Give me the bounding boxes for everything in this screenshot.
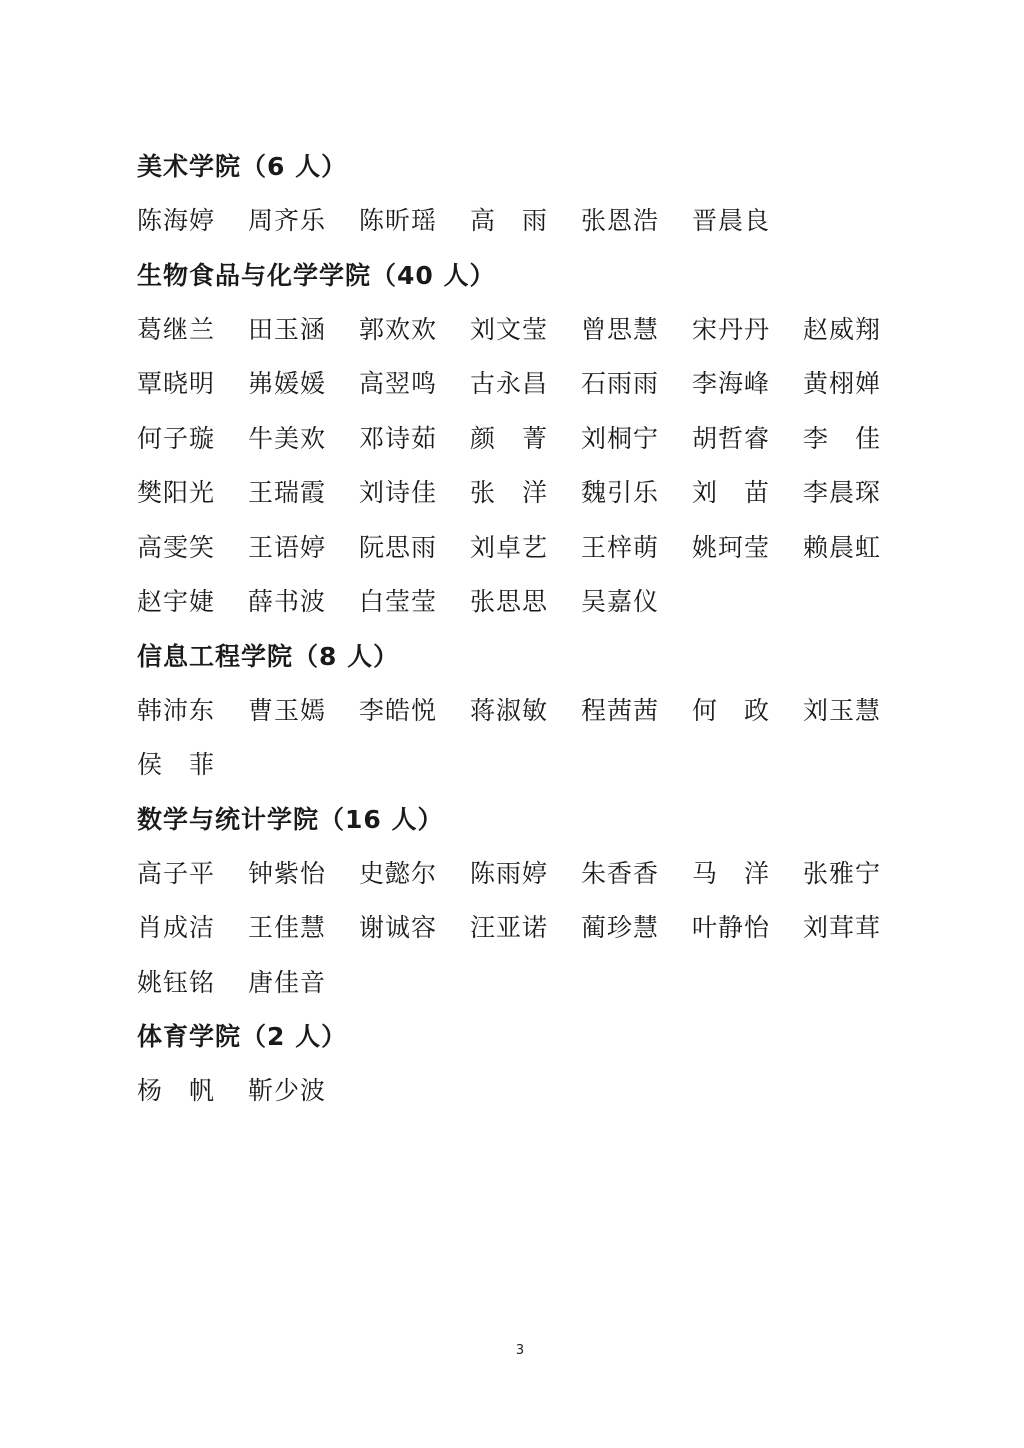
section-math-statistics xyxy=(137,793,937,1011)
student-name: 葛继兰 xyxy=(137,314,216,344)
student-name: 谢诚容 xyxy=(359,913,438,942)
student-name: 姚珂莹 xyxy=(692,532,771,562)
student-name: 石雨雨 xyxy=(581,369,660,398)
award-list xyxy=(137,140,937,1119)
student-name: 邓诗茹 xyxy=(359,423,438,453)
name-grid xyxy=(137,684,937,793)
student-name: 李皓悦 xyxy=(359,695,438,725)
student-name: 古永昌 xyxy=(470,369,549,398)
student-name: 黄栩婵 xyxy=(803,369,882,398)
student-name: 高子平 xyxy=(137,858,216,888)
student-name: 李海峰 xyxy=(692,369,771,398)
student-name: 马 洋 xyxy=(692,858,771,888)
page-number: 3 xyxy=(515,1343,525,1358)
student-name: 赵宇婕 xyxy=(137,587,216,616)
section-heading: 美术学院（6 人） xyxy=(137,152,348,181)
student-name: 史懿尔 xyxy=(359,858,438,888)
student-name: 何 政 xyxy=(692,695,771,725)
student-name: 叶静怡 xyxy=(692,913,771,942)
student-name: 钟紫怡 xyxy=(248,858,327,888)
student-name: 吴嘉仪 xyxy=(581,587,660,616)
student-name: 韩沛东 xyxy=(137,695,216,725)
student-name: 刘诗佳 xyxy=(359,478,438,507)
section-heading: 体育学院（2 人） xyxy=(137,1022,348,1051)
student-name: 高雯笑 xyxy=(137,532,216,562)
student-name: 颜 菁 xyxy=(470,423,549,453)
student-name: 刘玉慧 xyxy=(803,695,882,725)
student-name: 周齐乐 xyxy=(248,206,327,235)
student-name: 曾思慧 xyxy=(581,314,660,344)
student-name: 何子璇 xyxy=(137,423,216,453)
section-heading: 信息工程学院（8 人） xyxy=(137,641,400,671)
student-name: 赵威翔 xyxy=(803,314,882,344)
student-name: 张思思 xyxy=(470,587,549,616)
student-name: 胡哲睿 xyxy=(692,423,771,453)
student-name: 曹玉嫣 xyxy=(248,695,327,725)
name-grid xyxy=(137,847,937,1011)
student-name: 杨 帆 xyxy=(137,1076,216,1105)
student-name: 魏引乐 xyxy=(581,478,660,507)
student-name: 陈雨婷 xyxy=(470,858,549,888)
student-name: 田玉涵 xyxy=(248,314,327,344)
student-name: 张恩浩 xyxy=(581,206,660,235)
student-name: 王瑞霞 xyxy=(248,478,327,507)
student-name: 牛美欢 xyxy=(248,423,327,453)
student-name: 姚钰铭 xyxy=(137,967,216,997)
student-name: 樊阳光 xyxy=(137,478,216,507)
student-name: 张雅宁 xyxy=(803,858,882,888)
student-name: 岪媛媛 xyxy=(248,369,327,398)
student-name: 刘卓艺 xyxy=(470,532,549,562)
student-name: 高 雨 xyxy=(470,206,549,235)
student-name: 高翌鸣 xyxy=(359,369,438,398)
student-name: 汪亚诺 xyxy=(470,913,549,942)
student-name: 刘茸茸 xyxy=(803,913,882,942)
student-name: 陈昕瑶 xyxy=(359,206,438,235)
student-name: 王佳慧 xyxy=(248,913,327,942)
section-physical-education xyxy=(137,1010,937,1119)
section-heading: 生物食品与化学学院（40 人） xyxy=(137,260,496,290)
student-name: 刘文莹 xyxy=(470,314,549,344)
student-name: 白莹莹 xyxy=(359,587,438,616)
student-name: 王梓萌 xyxy=(581,532,660,562)
student-name: 刘 苗 xyxy=(692,478,771,507)
student-name: 程茜茜 xyxy=(581,695,660,725)
student-name: 宋丹丹 xyxy=(692,314,771,344)
student-name: 朱香香 xyxy=(581,858,660,888)
name-grid xyxy=(137,1064,937,1119)
section-biology-food-chemistry xyxy=(137,249,937,630)
student-name: 张 洋 xyxy=(470,478,549,507)
student-name: 薛书波 xyxy=(248,587,327,616)
student-name: 靳少波 xyxy=(248,1076,327,1105)
student-name: 李 佳 xyxy=(803,423,882,453)
student-name: 陈海婷 xyxy=(137,206,216,235)
student-name: 唐佳音 xyxy=(248,967,327,997)
student-name: 蔺珍慧 xyxy=(581,913,660,942)
section-heading: 数学与统计学院（16 人） xyxy=(137,804,444,834)
student-name: 覃晓明 xyxy=(137,369,216,398)
student-name: 肖成洁 xyxy=(137,913,216,942)
student-name: 李晨琛 xyxy=(803,478,882,507)
name-grid xyxy=(137,194,937,249)
student-name: 阮思雨 xyxy=(359,532,438,562)
student-name: 刘桐宁 xyxy=(581,423,660,453)
student-name: 王语婷 xyxy=(248,532,327,562)
student-name: 赖晨虹 xyxy=(803,532,882,562)
student-name: 郭欢欢 xyxy=(359,314,438,344)
section-fine-arts xyxy=(137,140,937,249)
name-grid xyxy=(137,303,937,630)
section-information-engineering xyxy=(137,630,937,793)
student-name: 晋晨良 xyxy=(692,206,771,235)
student-name: 侯 菲 xyxy=(137,750,216,779)
student-name: 蒋淑敏 xyxy=(470,695,549,725)
